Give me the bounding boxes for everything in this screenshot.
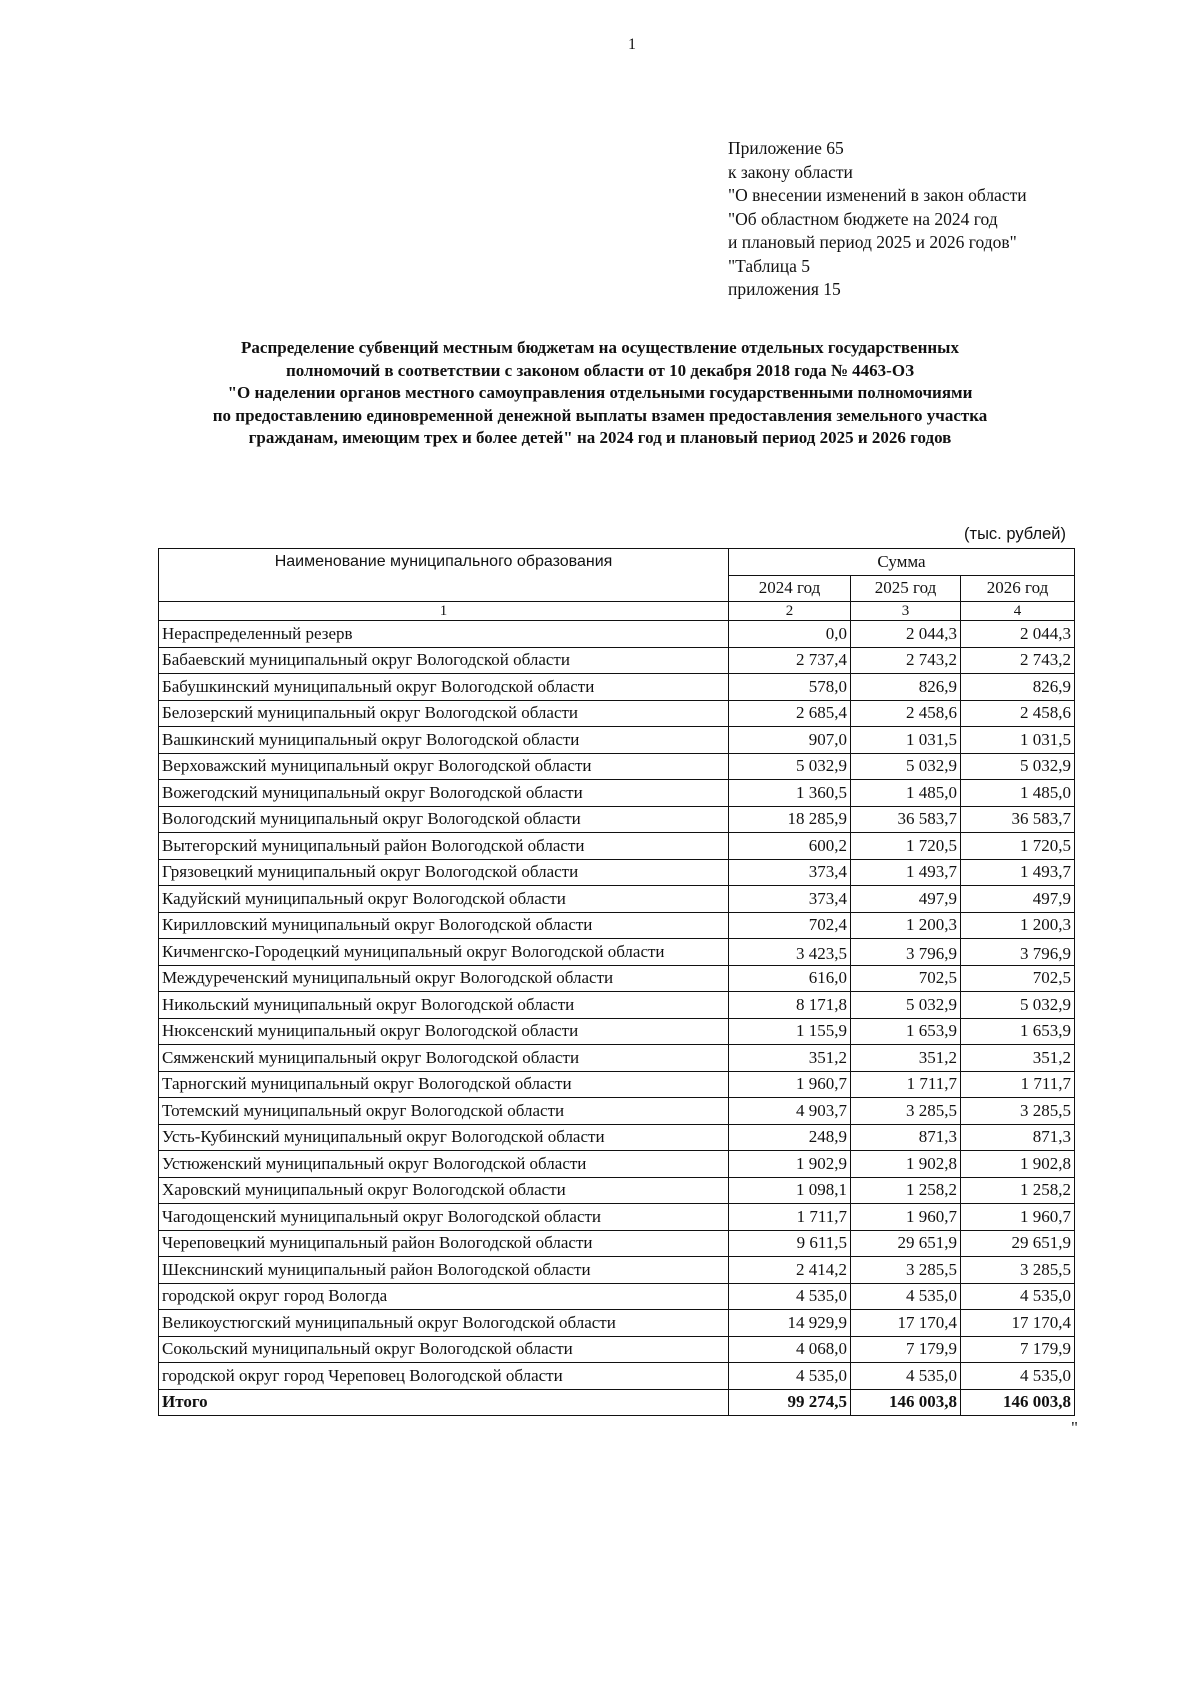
municipality-name: Никольский муниципальный округ Вологодской области: [159, 992, 729, 1019]
amount-2026: 826,9: [961, 674, 1075, 701]
amount-2025: 29 651,9: [851, 1230, 961, 1257]
amount-2025: 702,5: [851, 965, 961, 992]
amount-2025: 36 583,7: [851, 806, 961, 833]
title-line: гражданам, имеющим трех и более детей" на 2024 год и плановый период 2025 и 2026 годов: [248, 428, 952, 447]
table-row: [159, 1018, 1075, 1045]
amount-2024: 600,2: [729, 833, 851, 860]
municipality-name: Сокольский муниципальный округ Вологодской области: [159, 1336, 729, 1363]
municipality-name: Нюксенский муниципальный округ Вологодской области: [159, 1018, 729, 1045]
header-year-2024: 2024 год: [729, 575, 851, 602]
appendix-line: и плановый период 2025 и 2026 годов": [728, 232, 1017, 252]
amount-2026: 1 653,9: [961, 1018, 1075, 1045]
municipality-name: Череповецкий муниципальный район Вологодской области: [159, 1230, 729, 1257]
amount-2025: 1 258,2: [851, 1177, 961, 1204]
amount-2026: 17 170,4: [961, 1310, 1075, 1337]
column-number: 2: [729, 602, 851, 621]
amount-2026: 2 044,3: [961, 621, 1075, 648]
municipality-name: Кадуйский муниципальный округ Вологодской области: [159, 886, 729, 913]
amount-2026: 5 032,9: [961, 992, 1075, 1019]
municipality-name: Белозерский муниципальный округ Вологодской области: [159, 700, 729, 727]
table-row: [159, 1336, 1075, 1363]
amount-2026: 1 902,8: [961, 1151, 1075, 1178]
municipality-name: Нераспределенный резерв: [159, 621, 729, 648]
amount-2025: 5 032,9: [851, 753, 961, 780]
municipality-name: городской округ город Вологда: [159, 1283, 729, 1310]
municipality-name: Вашкинский муниципальный округ Вологодской области: [159, 727, 729, 754]
amount-2025: 871,3: [851, 1124, 961, 1151]
table-row: [159, 1283, 1075, 1310]
amount-2026: 7 179,9: [961, 1336, 1075, 1363]
amount-2024: 14 929,9: [729, 1310, 851, 1337]
municipality-name: Вытегорский муниципальный район Вологодской области: [159, 833, 729, 860]
amount-2025: 4 535,0: [851, 1363, 961, 1390]
amount-2024: 5 032,9: [729, 753, 851, 780]
table-row: [159, 1098, 1075, 1125]
table-row: [159, 1257, 1075, 1284]
amount-2026: 2 743,2: [961, 647, 1075, 674]
amount-2024: 1 960,7: [729, 1071, 851, 1098]
amount-2025: 1 493,7: [851, 859, 961, 886]
table-row: [159, 621, 1075, 648]
amount-2025: 5 032,9: [851, 992, 961, 1019]
appendix-reference: [728, 137, 1027, 302]
table-row: [159, 647, 1075, 674]
amount-2026: 4 535,0: [961, 1363, 1075, 1390]
closing-quote: ": [1071, 1418, 1078, 1437]
appendix-line: "О внесении изменений в закон области: [728, 185, 1027, 205]
amount-2025: 1 031,5: [851, 727, 961, 754]
table-row: [159, 700, 1075, 727]
title-line: Распределение субвенций местным бюджетам на осуществление отдельных государственных: [241, 338, 959, 357]
amount-2024: 1 098,1: [729, 1177, 851, 1204]
amount-2026: 1 493,7: [961, 859, 1075, 886]
municipality-name: Чагодощенский муниципальный округ Вологодской области: [159, 1204, 729, 1231]
amount-2024: 351,2: [729, 1045, 851, 1072]
units-label: (тыс. рублей): [964, 525, 1066, 543]
amount-2024: 3 423,5: [729, 939, 851, 966]
amount-2024: 4 535,0: [729, 1283, 851, 1310]
municipality-name: Грязовецкий муниципальный округ Вологодской области: [159, 859, 729, 886]
table-row: [159, 1071, 1075, 1098]
table-row: [159, 1177, 1075, 1204]
amount-2026: 3 285,5: [961, 1098, 1075, 1125]
amount-2024: 373,4: [729, 859, 851, 886]
title-line: "О наделении органов местного самоуправления отдельными государственными полномочиями: [227, 383, 973, 402]
table-row: [159, 912, 1075, 939]
amount-2024: 616,0: [729, 965, 851, 992]
total-label: Итого: [159, 1389, 729, 1416]
table-row: [159, 753, 1075, 780]
amount-2025: 2 743,2: [851, 647, 961, 674]
appendix-line: "Об областном бюджете на 2024 год: [728, 208, 998, 229]
table-row: [159, 1363, 1075, 1390]
amount-2024: 2 685,4: [729, 700, 851, 727]
table-row: [159, 859, 1075, 886]
header-sum: Сумма: [729, 549, 1075, 576]
amount-2024: 1 902,9: [729, 1151, 851, 1178]
header-year-2026: 2026 год: [961, 575, 1075, 602]
municipality-name: Бабушкинский муниципальный округ Вологодской области: [159, 674, 729, 701]
amount-2026: 1 200,3: [961, 912, 1075, 939]
amount-2026: 2 458,6: [961, 700, 1075, 727]
document-title: [150, 337, 1050, 450]
amount-2025: 1 485,0: [851, 780, 961, 807]
subvention-table: [158, 548, 1075, 1416]
table-row: [159, 992, 1075, 1019]
table-row: [159, 1204, 1075, 1231]
municipality-name: Великоустюгский муниципальный округ Вологодской области: [159, 1310, 729, 1337]
title-line: полномочий в соответствии с законом области от 10 декабря 2018 года № 4463-ОЗ: [285, 360, 915, 380]
amount-2024: 578,0: [729, 674, 851, 701]
table-row: [159, 833, 1075, 860]
amount-2024: 4 535,0: [729, 1363, 851, 1390]
amount-2026: 1 720,5: [961, 833, 1075, 860]
column-number: 1: [159, 602, 729, 621]
table-row: [159, 1151, 1075, 1178]
amount-2025: 1 653,9: [851, 1018, 961, 1045]
amount-2024: 2 414,2: [729, 1257, 851, 1284]
municipality-name: Устюженский муниципальный округ Вологодской области: [159, 1151, 729, 1178]
amount-2024: 2 737,4: [729, 647, 851, 674]
page-number: 1: [628, 36, 636, 53]
amount-2026: 1 711,7: [961, 1071, 1075, 1098]
appendix-line: приложения 15: [728, 279, 841, 299]
appendix-line: "Таблица 5: [728, 255, 810, 276]
amount-2024: 9 611,5: [729, 1230, 851, 1257]
header-name: Наименование муниципального образования: [159, 549, 729, 602]
amount-2024: 4 903,7: [729, 1098, 851, 1125]
municipality-name: Сямженский муниципальный округ Вологодской области: [159, 1045, 729, 1072]
municipality-name: Кирилловский муниципальный округ Вологодской области: [159, 912, 729, 939]
municipality-name: Харовский муниципальный округ Вологодской области: [159, 1177, 729, 1204]
municipality-name: Шекснинский муниципальный район Вологодской области: [159, 1257, 729, 1284]
total-2024: 99 274,5: [729, 1389, 851, 1416]
amount-2026: 1 258,2: [961, 1177, 1075, 1204]
column-number: 4: [961, 602, 1075, 621]
table-row: [159, 806, 1075, 833]
table-row: [159, 1045, 1075, 1072]
total-row: [159, 1389, 1075, 1416]
table-row: [159, 780, 1075, 807]
municipality-name: Вожегодский муниципальный округ Вологодской области: [159, 780, 729, 807]
amount-2026: 871,3: [961, 1124, 1075, 1151]
municipality-name: Кичменгско-Городецкий муниципальный округ Вологодской области: [159, 939, 729, 966]
amount-2025: 1 902,8: [851, 1151, 961, 1178]
amount-2024: 248,9: [729, 1124, 851, 1151]
amount-2024: 1 360,5: [729, 780, 851, 807]
column-number: 3: [851, 602, 961, 621]
appendix-line: Приложение 65: [728, 138, 844, 158]
amount-2024: 4 068,0: [729, 1336, 851, 1363]
appendix-line: к закону области: [728, 161, 853, 182]
table-row: [159, 727, 1075, 754]
table-row: [159, 1230, 1075, 1257]
amount-2024: 907,0: [729, 727, 851, 754]
amount-2026: 1 960,7: [961, 1204, 1075, 1231]
amount-2026: 3 796,9: [961, 939, 1075, 966]
amount-2025: 351,2: [851, 1045, 961, 1072]
table-row: [159, 886, 1075, 913]
amount-2024: 8 171,8: [729, 992, 851, 1019]
amount-2026: 36 583,7: [961, 806, 1075, 833]
amount-2026: 702,5: [961, 965, 1075, 992]
amount-2025: 1 200,3: [851, 912, 961, 939]
amount-2025: 17 170,4: [851, 1310, 961, 1337]
municipality-name: Тарногский муниципальный округ Вологодской области: [159, 1071, 729, 1098]
table-row: [159, 939, 1075, 966]
table-row: [159, 1124, 1075, 1151]
amount-2026: 1 485,0: [961, 780, 1075, 807]
amount-2025: 1 711,7: [851, 1071, 961, 1098]
total-2025: 146 003,8: [851, 1389, 961, 1416]
header-year-2025: 2025 год: [851, 575, 961, 602]
amount-2025: 2 044,3: [851, 621, 961, 648]
total-2026: 146 003,8: [961, 1389, 1075, 1416]
table-body: [159, 621, 1075, 1416]
amount-2026: 351,2: [961, 1045, 1075, 1072]
amount-2025: 3 285,5: [851, 1098, 961, 1125]
amount-2024: 18 285,9: [729, 806, 851, 833]
amount-2026: 29 651,9: [961, 1230, 1075, 1257]
municipality-name: Усть-Кубинский муниципальный округ Вологодской области: [159, 1124, 729, 1151]
amount-2025: 497,9: [851, 886, 961, 913]
amount-2025: 826,9: [851, 674, 961, 701]
amount-2026: 497,9: [961, 886, 1075, 913]
amount-2025: 1 960,7: [851, 1204, 961, 1231]
amount-2024: 1 711,7: [729, 1204, 851, 1231]
table-row: [159, 965, 1075, 992]
amount-2024: 373,4: [729, 886, 851, 913]
title-line: по предоставлению единовременной денежной выплаты взамен предоставления земельного участка: [212, 405, 988, 425]
amount-2024: 702,4: [729, 912, 851, 939]
amount-2026: 3 285,5: [961, 1257, 1075, 1284]
amount-2026: 5 032,9: [961, 753, 1075, 780]
municipality-name: Междуреченский муниципальный округ Вологодской области: [159, 965, 729, 992]
municipality-name: Верховажский муниципальный округ Вологодской области: [159, 753, 729, 780]
amount-2024: 1 155,9: [729, 1018, 851, 1045]
municipality-name: Тотемский муниципальный округ Вологодской области: [159, 1098, 729, 1125]
amount-2025: 7 179,9: [851, 1336, 961, 1363]
amount-2026: 1 031,5: [961, 727, 1075, 754]
amount-2025: 3 796,9: [851, 939, 961, 966]
amount-2025: 3 285,5: [851, 1257, 961, 1284]
amount-2024: 0,0: [729, 621, 851, 648]
municipality-name: Вологодский муниципальный округ Вологодской области: [159, 806, 729, 833]
amount-2025: 1 720,5: [851, 833, 961, 860]
municipality-name: Бабаевский муниципальный округ Вологодской области: [159, 647, 729, 674]
amount-2025: 4 535,0: [851, 1283, 961, 1310]
table-row: [159, 674, 1075, 701]
municipality-name: городской округ город Череповец Вологодской области: [159, 1363, 729, 1390]
amount-2026: 4 535,0: [961, 1283, 1075, 1310]
amount-2025: 2 458,6: [851, 700, 961, 727]
table-row: [159, 1310, 1075, 1337]
